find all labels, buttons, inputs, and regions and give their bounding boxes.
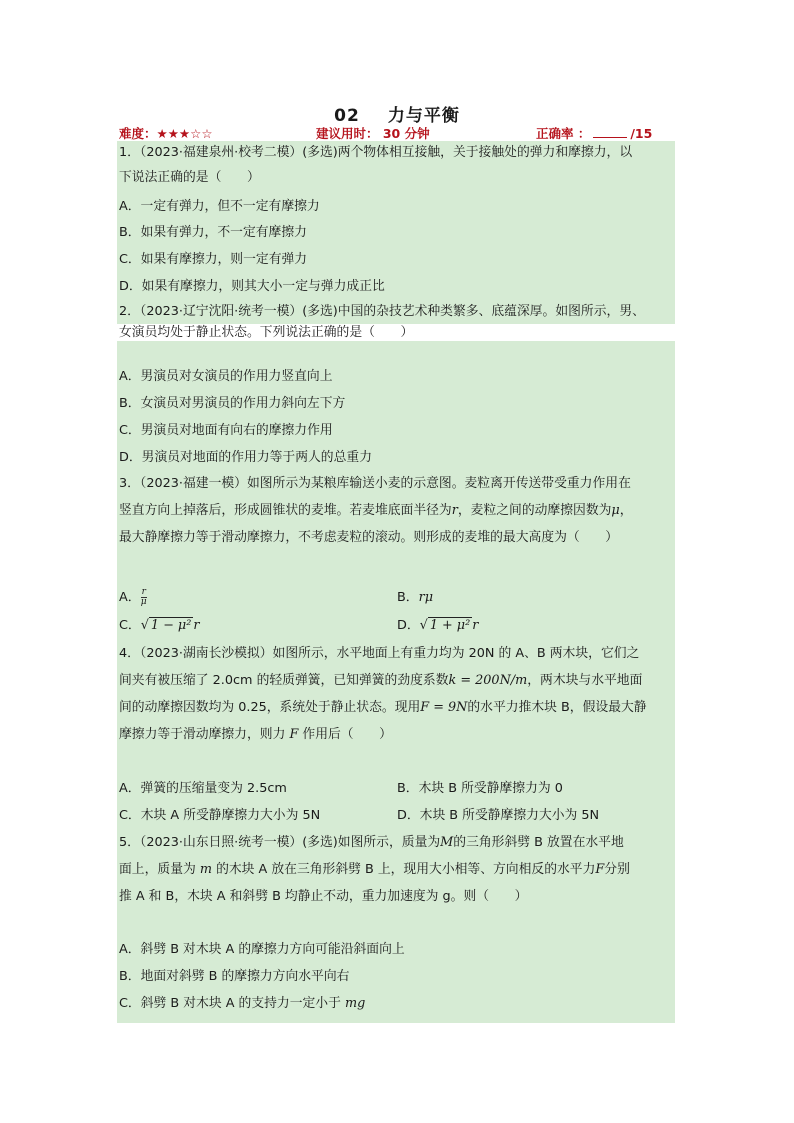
q4-stem-line2 [119, 673, 642, 689]
q4-option-c[interactable]: C．木块 A 所受静摩擦力大小为 5N [119, 808, 321, 823]
q3-stem-text: ，麦粒之间的动摩擦因数为 [457, 503, 612, 518]
var-r: r [451, 503, 458, 518]
q4-stem-text: 间夹有被压缩了 2.0cm 的轻质弹簧，已知弹簧的劲度系数 [119, 673, 449, 688]
expr-k: k = 200N/m [448, 673, 528, 688]
q5-option-a[interactable]: A．斜劈 B 对木块 A 的摩擦力方向可能沿斜面向上 [119, 942, 405, 957]
var-f: F [595, 862, 605, 877]
q3-stem-text: 竖直方向上掉落后，形成圆锥状的麦堆。若麦堆底面半径为 [119, 503, 452, 518]
q3-option-a[interactable] [119, 588, 147, 607]
q3-stem-text: ， [619, 503, 633, 518]
expr-f: F = 9N [420, 700, 468, 715]
q3-stem-line1: 3．（2023·福建一模）如图所示为某粮库输送小麦的示意图。麦粒离开传送带受重力作用在 [119, 476, 631, 491]
title-text: 力与平衡 [387, 106, 460, 126]
q4-stem-line1: 4．（2023·湖南长沙模拟）如图所示，水平地面上有重力均为 20N 的 A、B 两木块，它们之 [119, 646, 640, 661]
fraction-r-over-mu [141, 588, 147, 607]
accuracy-total: /15 [630, 126, 653, 141]
q3-stem-line2 [119, 503, 633, 519]
radicand: 1 − μ² [150, 618, 192, 633]
page-title [0, 101, 794, 126]
q1-option-b[interactable]: B．如果有弹力，不一定有摩擦力 [119, 225, 307, 240]
q4-option-b[interactable]: B．木块 B 所受静摩擦力为 0 [397, 781, 563, 796]
q5-stem-line3: 推 A 和 B，木块 A 和斜劈 B 均静止不动，重力加速度为 g。则（ ） [119, 889, 528, 904]
var-r: r [193, 618, 200, 633]
q5-stem-text: 的三角形斜劈 B 放置在水平地 [453, 835, 624, 850]
q3-option-d[interactable] [397, 618, 478, 634]
option-label: B． [397, 590, 419, 605]
expr-r-mu: rμ [418, 590, 434, 605]
option-label: A． [119, 590, 141, 605]
sqrt-icon: √ [140, 618, 149, 633]
sqrt-icon: √ [419, 618, 428, 633]
title-number: 02 [334, 106, 360, 126]
fraction-denominator: μ [140, 597, 147, 607]
var-r: r [472, 618, 479, 633]
suggested-time: 建议用时： 30 分钟 [316, 126, 430, 141]
q2-stem-line1: 2．（2023·辽宁沈阳·统考一模）(多选)中国的杂技艺术种类繁多、底蕴深厚。如图所示，男、 [119, 304, 645, 319]
q4-option-d[interactable]: D．木块 B 所受静摩擦力大小为 5N [397, 808, 600, 823]
q5-option-text: C．斜劈 B 对木块 A 的支持力一定小于 [119, 996, 345, 1011]
q4-stem-line3 [119, 700, 647, 716]
radicand: 1 + μ² [429, 618, 471, 633]
q3-stem-line3: 最大静摩擦力等于滑动摩擦力，不考虑麦粒的滚动。则形成的麦堆的最大高度为（ ） [119, 530, 619, 545]
q5-stem-text: 面上，质量为 [119, 862, 200, 877]
q5-stem-line2 [119, 862, 630, 878]
var-m-upper: M [440, 835, 454, 850]
fraction-numerator: r [141, 587, 146, 597]
option-label: D． [397, 618, 420, 633]
q2-stem-line2: 女演员均处于静止状态。下列说法正确的是（ ） [119, 325, 414, 340]
q4-stem-text: ，两木块与水平地面 [527, 673, 643, 688]
expr-mg: mg [344, 996, 366, 1011]
q5-stem-line1 [119, 835, 624, 851]
q4-stem-text: 摩擦力等于滑动摩擦力，则力 [119, 727, 290, 742]
q2-option-a[interactable]: A．男演员对女演员的作用力竖直向上 [119, 369, 333, 384]
option-label: C． [119, 618, 141, 633]
accuracy-label: 正确率 ： [536, 126, 591, 141]
q1-stem-line2: 下说法正确的是（ ） [119, 170, 260, 185]
var-m: m [199, 862, 212, 877]
q4-stem-line4 [119, 727, 392, 743]
q4-stem-text: 作用后（ ） [298, 727, 392, 742]
q3-option-b[interactable] [397, 590, 433, 606]
accuracy-field [536, 124, 652, 140]
q1-option-d[interactable]: D．如果有摩擦力，则其大小一定与弹力成正比 [119, 279, 385, 294]
q3-option-c[interactable] [119, 618, 199, 634]
q2-option-d[interactable]: D．男演员对地面的作用力等于两人的总重力 [119, 450, 372, 465]
q5-stem-text: 分别 [604, 862, 630, 877]
q4-stem-text: 间的动摩擦因数均为 0.25，系统处于静止状态。现用 [119, 700, 421, 715]
q5-option-b[interactable]: B．地面对斜劈 B 的摩擦力方向水平向右 [119, 969, 350, 984]
q5-stem-text: 的木块 A 放在三角形斜劈 B 上，现用大小相等、方向相反的水平力 [212, 862, 596, 877]
q4-stem-text: 的水平力推木块 B，假设最大静 [467, 700, 647, 715]
q1-option-c[interactable]: C．如果有摩擦力，则一定有弹力 [119, 252, 308, 267]
difficulty-rating: 难度：★★★☆☆ [119, 126, 213, 141]
q2-option-b[interactable]: B．女演员对男演员的作用力斜向左下方 [119, 396, 346, 411]
q1-option-a[interactable]: A．一定有弹力，但不一定有摩擦力 [119, 199, 320, 214]
q2-option-c[interactable]: C．男演员对地面有向右的摩擦力作用 [119, 423, 333, 438]
accuracy-blank[interactable] [593, 126, 627, 138]
q4-option-a[interactable]: A．弹簧的压缩量变为 2.5cm [119, 781, 287, 796]
var-f: F [289, 727, 299, 742]
q1-stem-line1: 1．（2023·福建泉州·校考二模）(多选)两个物体相互接触，关于接触处的弹力和摩擦力，以 [119, 145, 633, 160]
q5-option-c[interactable] [119, 996, 365, 1012]
q5-stem-text: 5．（2023·山东日照·统考一模）(多选)如图所示，质量为 [119, 835, 441, 850]
var-mu: μ [611, 503, 620, 518]
